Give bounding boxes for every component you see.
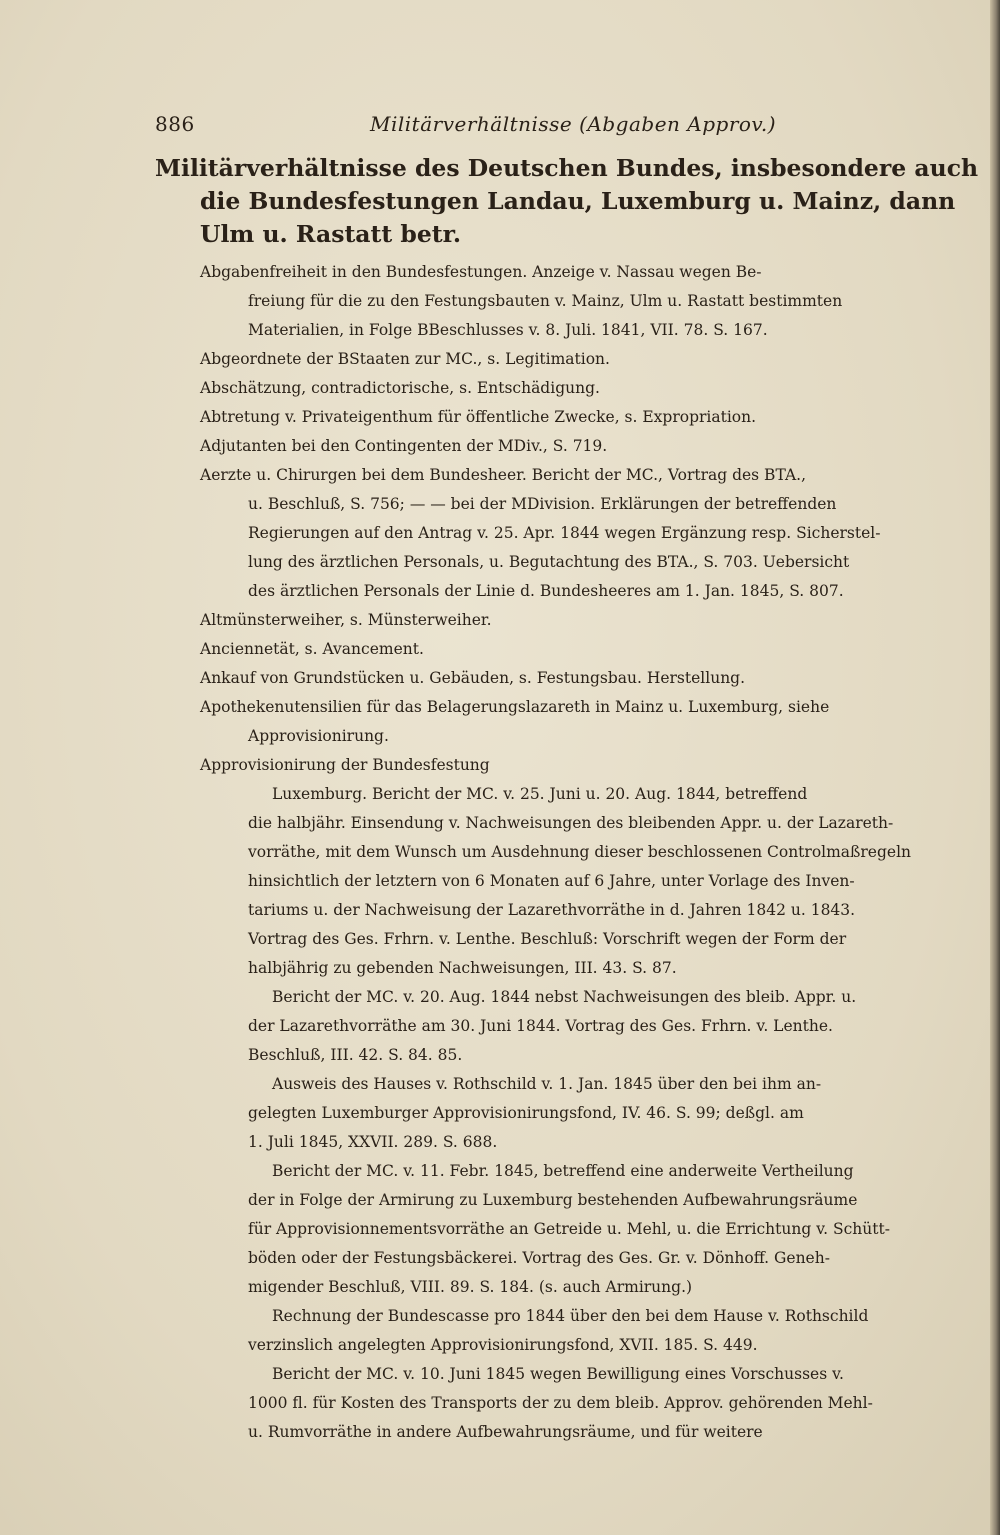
index-subentry-line: halbjährig zu gebenden Nachweisungen, III. 43. S. 87.: [248, 959, 677, 977]
index-entry-line: freiung für die zu den Festungsbauten v. Mainz, Ulm u. Rastatt bestimmten: [248, 292, 843, 310]
index-subentry-line: Ausweis des Hauses v. Rothschild v. 1. Jan. 1845 über den bei ihm an-: [272, 1075, 822, 1093]
index-subentry-line: hinsichtlich der letztern von 6 Monaten auf 6 Jahre, unter Vorlage des Inven-: [248, 872, 855, 890]
index-entry-line: des ärztlichen Personals der Linie d. Bundesheeres am 1. Jan. 1845, S. 807.: [248, 582, 844, 600]
index-subentry-line: u. Rumvorräthe in andere Aufbewahrungsräume, und für weitere: [248, 1423, 763, 1441]
index-entry-line: Abgeordnete der BStaaten zur MC., s. Legitimation.: [200, 350, 610, 368]
index-entry-line: Aerzte u. Chirurgen bei dem Bundesheer. Bericht der MC., Vortrag des BTA.,: [200, 466, 806, 484]
index-entries: [200, 258, 950, 1447]
index-subentry-line: Bericht der MC. v. 11. Febr. 1845, betreffend eine anderweite Vertheilung: [272, 1162, 854, 1180]
index-entry-line: Approvisionirung der Bundesfestung: [200, 756, 490, 774]
index-subentry-line: migender Beschluß, VIII. 89. S. 184. (s. auch Armirung.): [248, 1278, 693, 1296]
section-title: [155, 152, 979, 251]
index-entry-line: u. Beschluß, S. 756; — — bei der MDivision. Erklärungen der betreffenden: [248, 495, 837, 513]
title-line-3: Ulm u. Rastatt betr.: [200, 220, 462, 248]
page-number: 886: [155, 112, 195, 136]
index-entry-line: Adjutanten bei den Contingenten der MDiv., S. 719.: [200, 437, 608, 455]
title-line-1: Militärverhältnisse des Deutschen Bundes, insbesondere auch: [155, 154, 979, 182]
index-subentry-line: der Lazarethvorräthe am 30. Juni 1844. Vortrag des Ges. Frhrn. v. Lenthe.: [248, 1017, 833, 1035]
running-title: Militärverhältnisse (Abgaben Approv.): [370, 112, 777, 136]
index-subentry-line: Vortrag des Ges. Frhrn. v. Lenthe. Beschluß: Vorschrift wegen der Form der: [248, 930, 847, 948]
index-entry-line: Abtretung v. Privateigenthum für öffentliche Zwecke, s. Expropriation.: [200, 408, 757, 426]
index-entry-line: Anciennetät, s. Avancement.: [200, 640, 424, 658]
index-entry-line: Regierungen auf den Antrag v. 25. Apr. 1844 wegen Ergänzung resp. Sicherstel-: [248, 524, 881, 542]
index-entry-line: lung des ärztlichen Personals, u. Begutachtung des BTA., S. 703. Uebersicht: [248, 553, 850, 571]
running-header: [155, 108, 855, 142]
index-subentry-line: 1. Juli 1845, XXVII. 289. S. 688.: [248, 1133, 498, 1151]
index-entry-line: Materialien, in Folge BBeschlusses v. 8. Juli. 1841, VII. 78. S. 167.: [248, 321, 768, 339]
index-subentry-line: Bericht der MC. v. 10. Juni 1845 wegen Bewilligung eines Vorschusses v.: [272, 1365, 844, 1383]
index-subentry-line: tariums u. der Nachweisung der Lazarethvorräthe in d. Jahren 1842 u. 1843.: [248, 901, 856, 919]
index-subentry-line: vorräthe, mit dem Wunsch um Ausdehnung dieser beschlossenen Controlmaßregeln: [248, 843, 912, 861]
index-entry-line: Ankauf von Grundstücken u. Gebäuden, s. Festungsbau. Herstellung.: [200, 669, 746, 687]
index-entry-line: Approvisionirung.: [248, 727, 389, 745]
index-subentry-line: Beschluß, III. 42. S. 84. 85.: [248, 1046, 463, 1064]
index-subentry-line: die halbjähr. Einsendung v. Nachweisungen des bleibenden Appr. u. der Lazareth-: [248, 814, 894, 832]
index-entry-line: Abgabenfreiheit in den Bundesfestungen. Anzeige v. Nassau wegen Be-: [200, 263, 762, 281]
index-entry-line: Altmünsterweiher, s. Münsterweiher.: [200, 611, 492, 629]
index-subentry-line: gelegten Luxemburger Approvisionirungsfond, IV. 46. S. 99; deßgl. am: [248, 1104, 804, 1122]
index-subentry-line: böden oder der Festungsbäckerei. Vortrag des Ges. Gr. v. Dönhoff. Geneh-: [248, 1249, 830, 1267]
book-spine-shadow: [990, 0, 1000, 1535]
index-entry-line: Abschätzung, contradictorische, s. Entschädigung.: [200, 379, 600, 397]
index-subentry-line: verzinslich angelegten Approvisionirungsfond, XVII. 185. S. 449.: [248, 1336, 758, 1354]
title-line-2: die Bundesfestungen Landau, Luxemburg u. Mainz, dann: [200, 187, 956, 215]
index-subentry-line: der in Folge der Armirung zu Luxemburg bestehenden Aufbewahrungsräume: [248, 1191, 858, 1209]
index-subentry-line: Rechnung der Bundescasse pro 1844 über den bei dem Hause v. Rothschild: [272, 1307, 869, 1325]
index-subentry-line: für Approvisionnementsvorräthe an Getreide u. Mehl, u. die Errichtung v. Schütt-: [248, 1220, 890, 1238]
index-subentry-line: 1000 fl. für Kosten des Transports der zu dem bleib. Approv. gehörenden Mehl-: [248, 1394, 873, 1412]
index-entry-line: Apothekenutensilien für das Belagerungslazareth in Mainz u. Luxemburg, siehe: [200, 698, 830, 716]
index-subentry-line: Bericht der MC. v. 20. Aug. 1844 nebst Nachweisungen des bleib. Appr. u.: [272, 988, 857, 1006]
index-subentry-line: Luxemburg. Bericht der MC. v. 25. Juni u. 20. Aug. 1844, betreffend: [272, 785, 808, 803]
